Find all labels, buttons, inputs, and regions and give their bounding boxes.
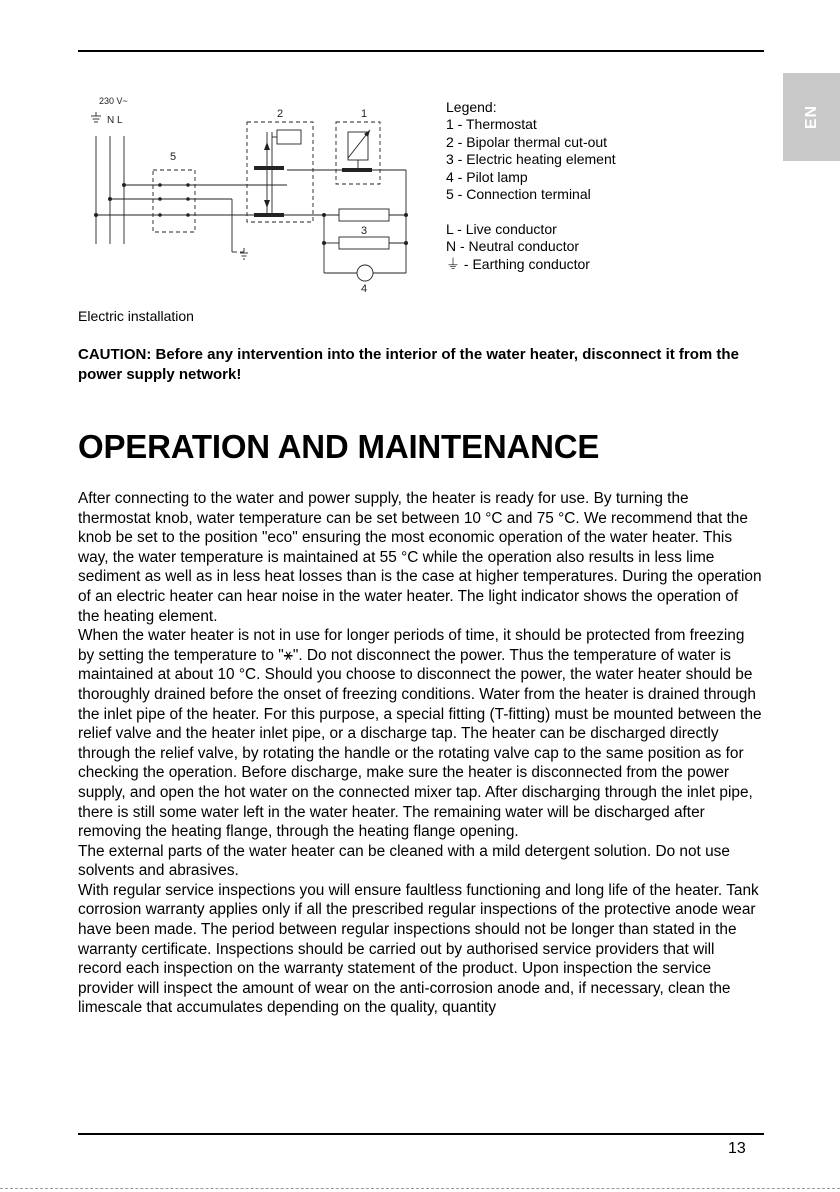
diagram-voltage-label: 230 V~	[99, 96, 128, 106]
wiring-diagram-svg	[84, 92, 424, 298]
page-number: 13	[728, 1140, 746, 1157]
callout-5: 5	[170, 151, 177, 163]
legend	[446, 99, 616, 273]
legend-conductor: ⏚ - Earthing conductor	[446, 255, 590, 272]
legend-item: 3 - Electric heating element	[446, 151, 616, 168]
callout-2: 2	[277, 108, 284, 120]
callout-4: 4	[361, 283, 368, 295]
legend-item: 4 - Pilot lamp	[446, 168, 528, 185]
legend-item: 2 - Bipolar thermal cut-out	[446, 133, 608, 150]
legend-item: 5 - Connection terminal	[446, 186, 591, 203]
legend-conductor: L - Live conductor	[446, 220, 557, 237]
footer-rule	[78, 1133, 764, 1135]
legend-item: 1 - Thermostat	[446, 116, 537, 133]
caution-notice: CAUTION: Before any intervention into the interior of the water heater, disconnect it from the power supply network!	[78, 346, 739, 383]
body-text	[78, 489, 762, 1018]
callout-1: 1	[361, 108, 368, 120]
paragraph: After connecting to the water and power supply, the heater is ready for use. By turning the thermostat knob, water temperature can be set between 10 °C and 75 °C. We recommend that the knob be set to the position "eco" ensuring the most economic operation of the water heater. This way, the water temperature is maintained at 55 °C while the operation also results in less lime sediment as well as in less heat losses than is the case at higher temperatures. During the operation of an electric heater can hear noise in the water heater. The light indicator shows the operation of the heating element.	[78, 490, 762, 625]
scan-edge-line	[0, 1188, 840, 1190]
paragraph: With regular service inspections you will ensure faultless functioning and long life of the heater. Tank corrosion warranty applies only if all the prescribed regular inspections of the protective anode wear have been made. The period between regular inspections should not be longer than stated in the warranty certificate. Inspections should be carried out by authorised service providers that will record each inspection on the warranty statement of the product. Upon inspection the service provider will inspect the amount of wear on the anti-corrosion anode and, if necessary, clean the limescale that accumulates depending on the quality, quantity	[78, 881, 759, 1017]
legend-title: Legend:	[446, 99, 497, 115]
paragraph: The external parts of the water heater can be cleaned with a mild detergent solution. Do not use solvents and abrasives.	[78, 842, 730, 880]
callout-3: 3	[361, 225, 368, 237]
language-tab-label: EN	[802, 104, 820, 130]
paragraph: When the water heater is not in use for longer periods of time, it should be protected from freezing by setting the temperature to "⚹". Do not disconnect the power. Thus the temperature of water is maintained at about 10 °C. Should you choose to disconnect the power, the water heater should be thoroughly drained before the onset of freezing conditions. Water from the heater is drained through the inlet pipe of the heater. For this purpose, a special fitting (T-fitting) must be mounted between the relief valve and the heater inlet pipe, or a discharge tap. The heater can be discharged directly through the relief valve, by rotating the handle or the rotating valve cap to the same position as for checking the operation. Before discharge, make sure the heater is disconnected from the power supply, and open the hot water on the connected mixer tap. After discharging through the inlet pipe, there is still some water left in the water heater. The remaining water will be discharged after removing the heating flange, through the heating flange opening.	[78, 627, 762, 841]
diagram-terminals-label: N L	[107, 115, 123, 126]
header-rule	[78, 50, 764, 52]
legend-conductor: N - Neutral conductor	[446, 238, 580, 255]
language-tab	[783, 73, 840, 161]
figure-caption: Electric installation	[78, 308, 194, 324]
legend-spacer	[446, 203, 616, 220]
wiring-diagram	[84, 92, 424, 298]
section-heading: OPERATION AND MAINTENANCE	[78, 428, 600, 465]
